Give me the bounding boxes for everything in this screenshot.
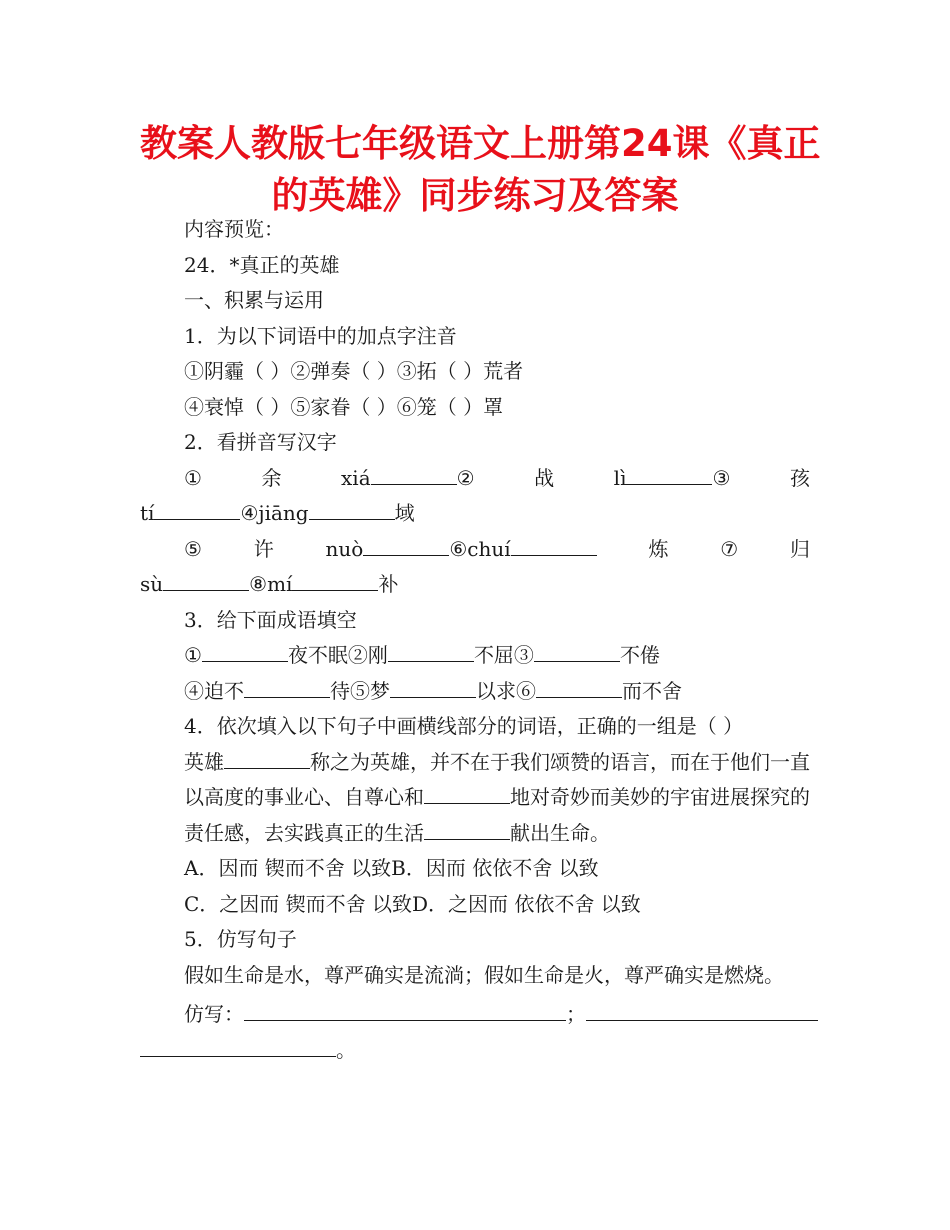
word-part: 余	[261, 465, 282, 490]
end-punct: 。	[336, 1037, 356, 1062]
document-title	[140, 118, 821, 222]
word-part: 战	[534, 465, 555, 490]
question-1-row-2: ④衰悼（ ）⑤家眷（ ）⑥笼（ ）罩	[184, 394, 504, 419]
pinyin-blank-group	[341, 461, 475, 497]
answer-blank[interactable]	[626, 462, 712, 485]
lesson-heading: 24．*真正的英雄	[184, 252, 340, 277]
question-5: 5．仿写句子	[184, 927, 297, 951]
passage-part: 献出生命。	[510, 820, 610, 845]
item-marker: ①	[184, 643, 202, 667]
question-1: 1．为以下词语中的加点字注音	[184, 323, 457, 348]
word-part: 补	[378, 572, 399, 596]
pinyin: ⑧mí	[249, 572, 293, 596]
answer-blank[interactable]	[424, 781, 510, 804]
answer-blank[interactable]	[292, 568, 378, 591]
question-5-example: 假如生命是水，尊严确实是流淌；假如生命是火，尊严确实是燃烧。	[184, 962, 784, 987]
word-part: 域	[394, 501, 415, 525]
question-2-row-1	[140, 461, 810, 497]
pinyin: xiá	[341, 465, 371, 490]
passage-part: 地对奇妙而美妙的宇宙进展探究的责任感，去实践真正的生活	[184, 785, 810, 845]
question-5-imitate-cont	[140, 1033, 810, 1069]
answer-blank[interactable]	[371, 462, 457, 485]
answer-blank[interactable]	[586, 998, 818, 1021]
answer-blank[interactable]	[244, 998, 566, 1021]
title-line-1: 教案人教版七年级语文上册第24课《真正	[140, 122, 821, 165]
answer-blank[interactable]	[511, 533, 597, 556]
answer-blank[interactable]	[224, 746, 310, 769]
pinyin: tí	[140, 501, 155, 525]
answer-blank[interactable]	[202, 639, 288, 662]
imitate-label: 仿写：	[184, 1002, 244, 1026]
answer-blank[interactable]	[140, 1034, 336, 1057]
pinyin-blank-group	[614, 461, 731, 497]
answer-blank[interactable]	[363, 533, 449, 556]
idiom-part: 而不舍	[622, 678, 682, 703]
question-4: 4．依次填入以下句子中画横线部分的词语，正确的一组是（ ）	[184, 714, 744, 738]
answer-blank[interactable]	[244, 675, 330, 698]
pinyin: ④jiāng	[240, 501, 309, 525]
preview-label: 内容预览：	[184, 217, 284, 241]
question-4-options-cd: C．之因而 锲而不舍 以致D．之因而 依依不舍 以致	[184, 891, 641, 916]
answer-blank[interactable]	[163, 568, 249, 591]
question-4-passage	[140, 745, 810, 852]
separator: ；	[566, 1002, 586, 1026]
pinyin-blank-group	[326, 532, 597, 568]
question-3-row-2	[140, 674, 810, 710]
answer-blank[interactable]	[534, 639, 620, 662]
idiom-part: 夜不眠②刚	[287, 643, 388, 667]
item-marker: ②	[456, 465, 475, 490]
passage-part: 称之为英雄，并不在于我们颂赞的语言，而在于他们一直以高度的事业心、自尊心和	[184, 749, 810, 809]
pinyin: lì	[613, 465, 627, 490]
question-2-row-3	[140, 532, 810, 568]
question-2: 2．看拼音写汉字	[184, 430, 337, 454]
section-heading: 一、积累与运用	[184, 288, 324, 312]
item-marker: ⑦	[720, 536, 739, 561]
question-2-row-2	[140, 496, 810, 532]
word-part: 归	[789, 536, 810, 561]
passage-part: 英雄	[184, 749, 224, 774]
answer-blank[interactable]	[390, 675, 476, 698]
question-2-row-4	[140, 567, 810, 603]
word-part: 孩	[789, 465, 810, 490]
question-4-options-ab: A．因而 锲而不舍 以致B．因而 依依不舍 以致	[184, 856, 599, 880]
question-3-row-1	[140, 638, 810, 674]
item-marker: ①	[184, 465, 202, 490]
pinyin: sù	[140, 572, 164, 596]
pinyin: ⑥chuí	[449, 536, 511, 561]
idiom-part: ④迫不	[184, 678, 244, 703]
document-body	[140, 212, 810, 1068]
item-marker: ③	[712, 465, 731, 490]
answer-blank[interactable]	[154, 497, 240, 520]
title-line-2: 的英雄》同步练习及答案	[271, 174, 679, 217]
question-5-imitate	[140, 997, 810, 1033]
idiom-part: 不屈③	[473, 643, 534, 667]
answer-blank[interactable]	[424, 817, 510, 840]
item-marker: ⑤	[184, 536, 202, 561]
word-part: 许	[253, 536, 274, 561]
idiom-part: 不倦	[619, 643, 660, 667]
answer-blank[interactable]	[388, 639, 474, 662]
question-1-row-1: ①阴霾（ ）②弹奏（ ）③拓（ ）荒者	[184, 359, 524, 383]
question-3: 3．给下面成语填空	[184, 607, 357, 632]
pinyin: nuò	[325, 536, 364, 561]
answer-blank[interactable]	[536, 675, 622, 698]
idiom-part: 以求⑥	[476, 678, 536, 703]
answer-blank[interactable]	[309, 497, 395, 520]
word-part: 炼	[648, 536, 669, 561]
idiom-part: 待⑤梦	[330, 678, 390, 703]
